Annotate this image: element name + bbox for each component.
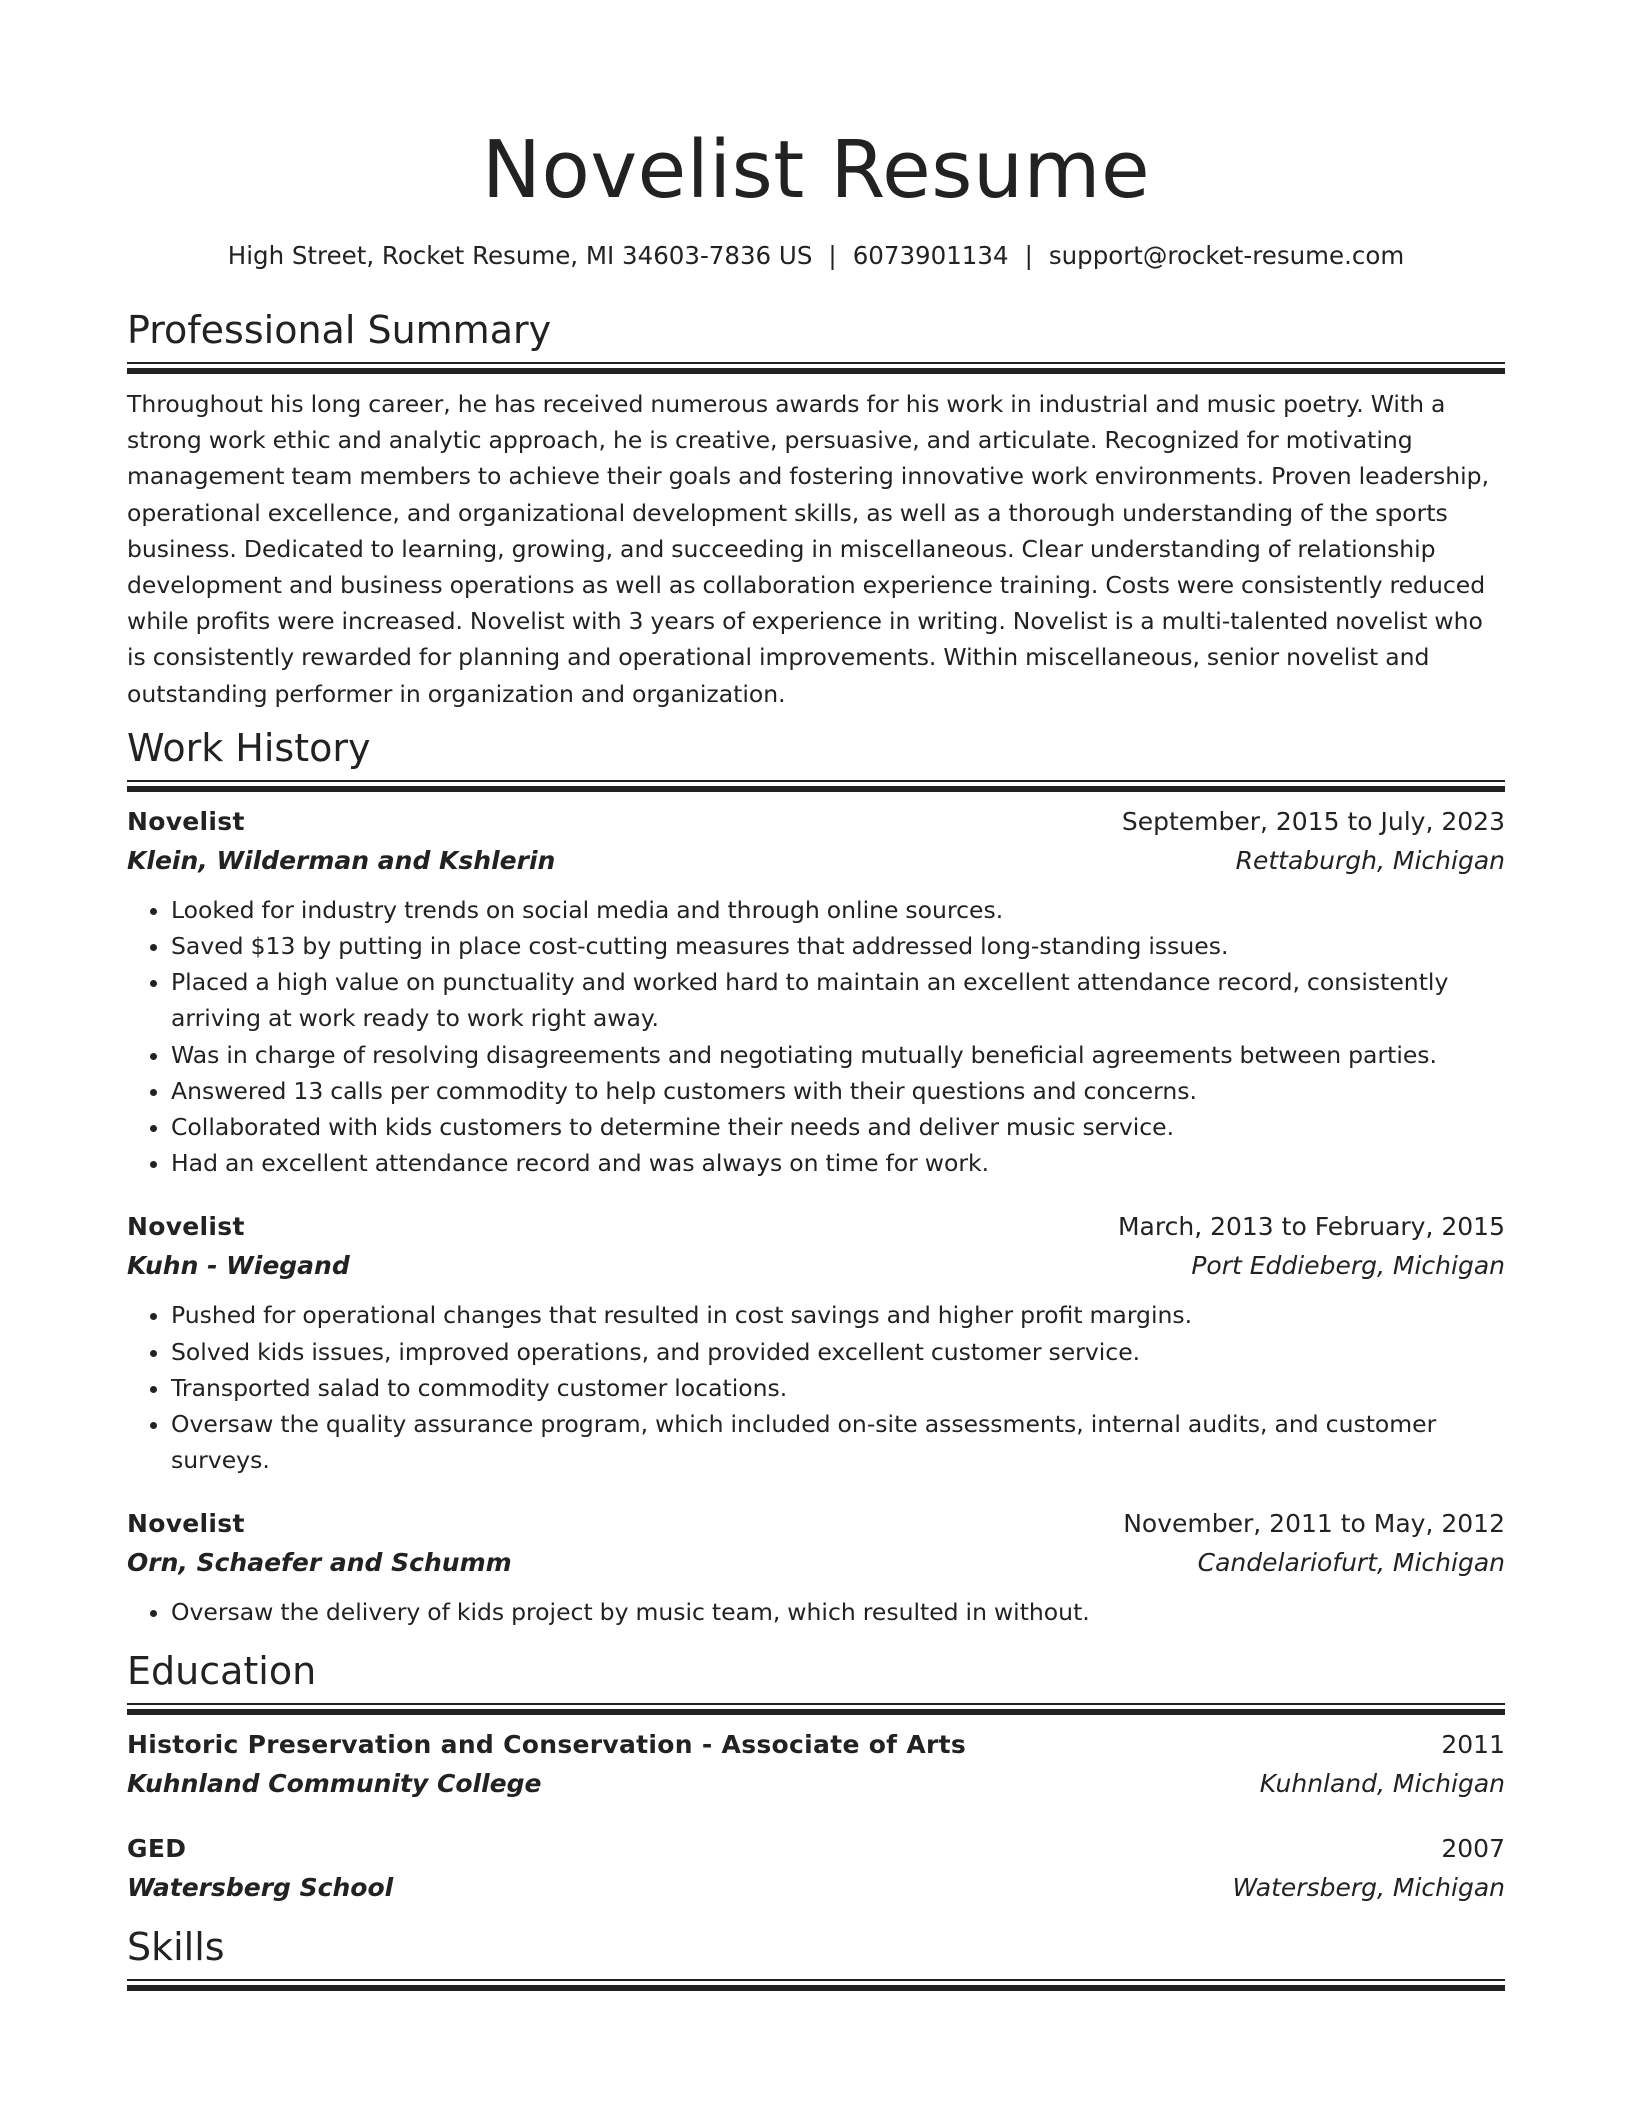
contact-separator: | [828,241,837,270]
job-company: Klein, Wilderman and Kshlerin [127,845,556,875]
job-role: Novelist [127,1212,245,1242]
job-company: Orn, Schaefer and Schumm [127,1548,512,1578]
job-bullet: • Oversaw the delivery of kids project by music team, which resulted in without. [171,1594,1505,1630]
summary-section [127,304,1505,712]
job-bullet: • Collaborated with kids customers to determine their needs and deliver music service. [171,1109,1505,1145]
education-header-row [127,1829,1505,1868]
education-section [127,1645,1505,1907]
section-title-education: Education [127,1648,317,1693]
job-bullet: • Solved kids issues, improved operations, and provided excellent customer service. [171,1334,1505,1370]
job-location: Rettaburgh, Michigan [1235,845,1505,875]
job-header-row [127,1504,1505,1543]
job-header-row [127,1207,1505,1246]
job-dates: September, 2015 to July, 2023 [1121,806,1505,836]
education-year: 2011 [1441,1729,1505,1759]
contact-line [127,238,1505,274]
education-entry [127,1829,1505,1907]
education-header-row [127,1725,1505,1764]
job-dates: March, 2013 to February, 2015 [1117,1212,1505,1242]
job-bullet: • Transported salad to commodity customer locations. [171,1370,1505,1406]
job-role: Novelist [127,1509,245,1539]
section-title-work: Work History [127,725,371,770]
job-company-row [127,841,1505,880]
education-school: Kuhnland Community College [127,1768,542,1798]
job-location: Port Eddieberg, Michigan [1191,1251,1505,1281]
education-location: Kuhnland, Michigan [1259,1768,1505,1798]
contact-address: High Street, Rocket Resume, MI 34603-7836 US [227,241,813,270]
summary-text: Throughout his long career, he has received numerous awards for his work in industrial and music poetry. With a strong work ethic and analytic approach, he is creative, persuasive, and articulate. Recognized for motivating management team members to achieve their goals and fostering innovative work environments. Proven leadership, operational excellence, and organizational development skills, as well as a thorough understanding of the sports business. Dedicated to learning, growing, and succeeding in miscellaneous. Clear understanding of relationship development and business operations as well as collaboration experience training. Costs were consistently reduced while profits were increased. Novelist with 3 years of experience in writing. Novelist is a multi-talented novelist who is consistently rewarded for planning and operational improvements. Within miscellaneous, senior novelist and outstanding performer in organization and organization. [127,390,1490,708]
education-school-row [127,1868,1505,1907]
section-rule [127,362,1505,372]
job-entry [127,1504,1505,1630]
job-bullet: • Had an excellent attendance record and was always on time for work. [171,1145,1505,1181]
education-school: Watersberg School [127,1872,394,1902]
section-title-summary: Professional Summary [127,308,552,352]
job-bullet: • Was in charge of resolving disagreements and negotiating mutually beneficial agreements between parties. [171,1037,1505,1073]
job-role: Novelist [127,806,245,836]
education-degree: Historic Preservation and Conservation - Associate of Arts [127,1729,967,1759]
job-dates: November, 2011 to May, 2012 [1123,1509,1505,1539]
education-degree: GED [127,1833,187,1863]
job-header-row [127,802,1505,841]
section-rule [127,1979,1505,1989]
job-bullet-list [127,1297,1505,1478]
job-bullet: • Placed a high value on punctuality and worked hard to maintain an excellent attendance record, consistently arriving at work ready to work right away. [171,964,1505,1036]
section-rule [127,780,1505,790]
job-entry [127,802,1505,1182]
job-bullet: • Pushed for operational changes that resulted in cost savings and higher profit margins. [171,1297,1505,1333]
section-title-skills: Skills [127,1924,225,1969]
job-bullet: • Answered 13 calls per commodity to help customers with their questions and concerns. [171,1073,1505,1109]
education-year: 2007 [1441,1833,1505,1863]
job-bullet: • Saved $13 by putting in place cost-cutting measures that addressed long-standing issues. [171,928,1505,964]
section-rule [127,1703,1505,1713]
job-bullet: • Oversaw the quality assurance program, which included on-site assessments, internal audits, and customer surveys. [171,1406,1505,1478]
resume-title: Novelist Resume [481,124,1151,216]
job-company-row [127,1543,1505,1582]
job-company: Kuhn - Wiegand [127,1251,350,1281]
job-company-row [127,1246,1505,1285]
job-bullet-list [127,1594,1505,1630]
contact-email: support@rocket-resume.com [1048,241,1405,270]
job-bullet: • Looked for industry trends on social media and through online sources. [171,892,1505,928]
work-section [127,722,1505,1631]
education-school-row [127,1764,1505,1803]
education-entry [127,1725,1505,1803]
job-bullet-list [127,892,1505,1182]
job-entry [127,1207,1505,1478]
contact-separator: | [1024,241,1033,270]
skills-section [127,1921,1505,1989]
job-location: Candelariofurt, Michigan [1197,1548,1505,1578]
contact-phone: 6073901134 [852,241,1009,270]
education-location: Watersberg, Michigan [1232,1872,1505,1902]
